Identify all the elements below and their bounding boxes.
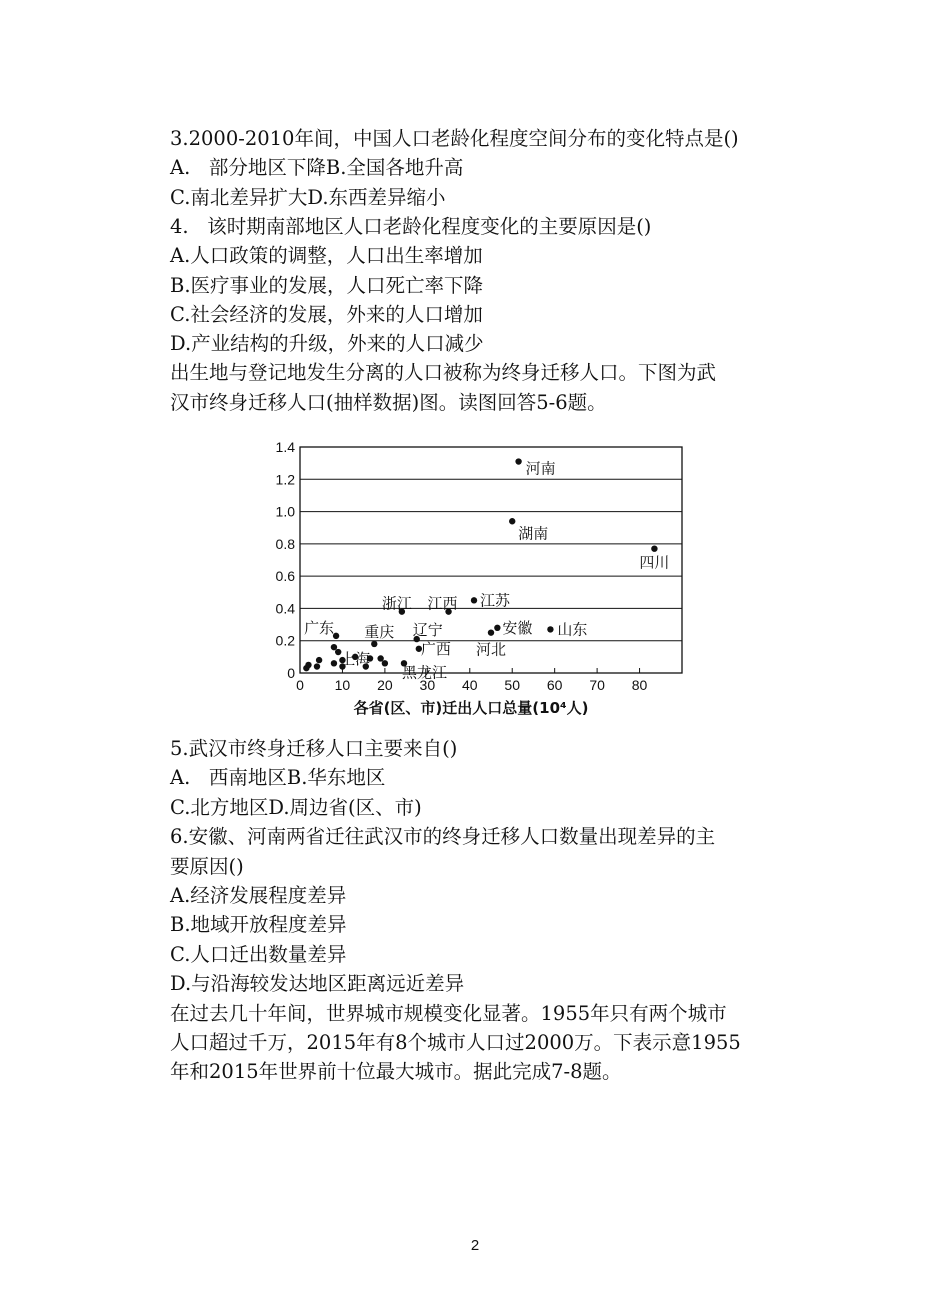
text-line: 6.安徽、河南两省迁往武汉市的终身迁移人口数量出现差异的主 — [170, 825, 716, 849]
text-line: C.南北差异扩大D.东西差异缩小 — [170, 185, 446, 209]
point-label: 湖南 — [518, 524, 549, 543]
text-line: 出生地与登记地发生分离的人口被称为终身迁移人口。下图为武 — [170, 361, 717, 385]
y-tick-label: 1.0 — [275, 503, 295, 520]
point-label: 重庆 — [364, 622, 395, 641]
text-line: 汉市终身迁移人口(抽样数据)图。读图回答5-6题。 — [170, 390, 607, 414]
text-line: 4. 该时期南部地区人口老龄化程度变化的主要原因是() — [170, 214, 652, 238]
x-tick-label: 0 — [296, 677, 304, 693]
x-tick-label: 30 — [419, 677, 436, 693]
data-point — [515, 458, 521, 464]
y-tick-label: 0.8 — [275, 535, 295, 552]
point-label: 江苏 — [480, 591, 511, 610]
text-line: D.与沿海较发达地区距离远近差异 — [170, 972, 465, 996]
data-point — [471, 597, 477, 603]
text-line: C.北方地区D.周边省(区、市) — [170, 795, 422, 819]
y-tick-label: 1.2 — [275, 471, 295, 488]
scatter-plot — [262, 435, 692, 720]
text-line: 人口超过千万，2015年有8个城市人口过2000万。下表示意1955 — [170, 1031, 741, 1054]
text-line: 在过去几十年间，世界城市规模变化显著。1955年只有两个城市 — [170, 1001, 727, 1025]
point-label: 黑龙江 — [401, 663, 448, 682]
data-point — [382, 660, 388, 666]
x-tick-label: 20 — [377, 677, 393, 693]
data-point — [494, 625, 500, 631]
data-point — [352, 654, 358, 660]
text-line: C.社会经济的发展，外来的人口增加 — [170, 302, 483, 326]
text-line: A.经济发展程度差异 — [170, 884, 347, 907]
text-line: D.产业结构的升级，外来的人口减少 — [170, 332, 484, 356]
point-label: 山东 — [557, 620, 588, 639]
data-point — [305, 662, 311, 668]
text-line: B.医疗事业的发展，人口死亡率下降 — [170, 273, 484, 297]
data-point — [316, 657, 322, 663]
point-label: 四川 — [639, 553, 670, 572]
migration-scatter-chart — [262, 435, 692, 720]
point-label: 广东 — [304, 618, 335, 637]
text-line: B.地域开放程度差异 — [170, 913, 347, 937]
data-point — [367, 655, 373, 661]
text-line: A. 西南地区B.华东地区 — [170, 766, 386, 790]
data-point — [651, 546, 657, 552]
page-number: 2 — [470, 1237, 480, 1254]
data-point — [547, 626, 553, 632]
data-point — [371, 641, 377, 647]
y-tick-label: 0.2 — [275, 632, 295, 649]
data-point — [331, 644, 337, 650]
data-point — [509, 518, 515, 524]
data-point — [377, 655, 383, 661]
data-point — [488, 629, 494, 635]
text-line: 3.2000-2010年间，中国人口老龄化程度空间分布的变化特点是() — [170, 127, 739, 150]
data-point — [363, 663, 369, 669]
x-tick-label: 50 — [504, 677, 521, 693]
point-label: 河南 — [525, 459, 556, 478]
text-line: 5.武汉市终身迁移人口主要来自() — [170, 737, 458, 760]
y-tick-label: 0.4 — [275, 600, 295, 617]
text-line: A.人口政策的调整，人口出生率增加 — [170, 244, 483, 268]
point-label: 江西 — [427, 594, 458, 613]
point-label: 辽宁 — [412, 621, 443, 640]
point-label: 安徽 — [502, 618, 533, 637]
x-tick-label: 40 — [461, 677, 478, 693]
x-tick-label: 80 — [631, 677, 648, 693]
data-point — [339, 663, 345, 669]
point-label: 河北 — [476, 640, 507, 659]
data-point — [339, 657, 345, 663]
plot-frame — [300, 447, 682, 673]
text-line: 年和2015年世界前十位最大城市。据此完成7-8题。 — [170, 1060, 622, 1084]
x-tick-label: 60 — [546, 677, 563, 693]
text-line: C.人口迁出数量差异 — [170, 942, 347, 966]
x-tick-label: 10 — [334, 677, 351, 693]
y-tick-label: 0.6 — [275, 568, 295, 585]
x-tick-label: 70 — [589, 677, 605, 693]
point-label: 浙江 — [381, 594, 412, 613]
text-line: 要原因() — [170, 854, 244, 878]
y-tick-label: 1.4 — [275, 439, 295, 455]
point-label: 广西 — [420, 639, 451, 658]
data-point — [314, 663, 320, 669]
y-tick-label: 0 — [287, 665, 295, 681]
x-axis-label: 各省(区、市)迁出人口总量(10⁴人) — [353, 699, 589, 717]
text-line: A. 部分地区下降B.全国各地升高 — [170, 156, 464, 180]
data-point — [331, 660, 337, 666]
